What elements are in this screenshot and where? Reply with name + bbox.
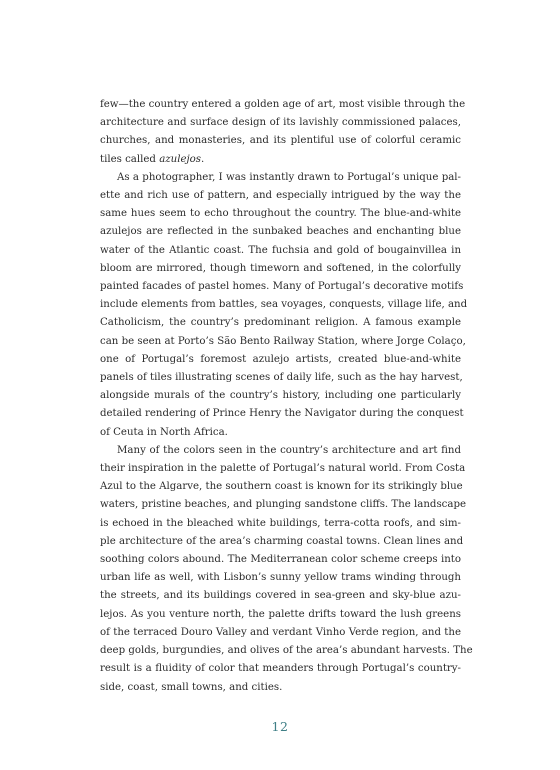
text-line: painted facades of pastel homes. Many of Portugal’s decorative motifs [100,281,464,293]
text-line: azulejos are reflected in the sunbaked beaches and enchanting blue [100,226,461,238]
text-line: few—the country entered a golden age of art, most visible through the [100,99,466,110]
text-line: can be seen at Porto’s São Bento Railway Station, where Jorge Colaço, [100,335,466,347]
text-line: soothing colors abound. The Mediterranean color scheme creeps into [100,554,461,566]
text-line: urban life as well, with Lisbon’s sunny yellow trams winding through [100,572,461,584]
text-line: side, coast, small towns, and cities. [100,681,283,693]
text-fragment: tiles called azulejos. [100,153,205,165]
text-line: Azul to the Algarve, the southern coast is known for its strikingly blue [100,481,463,493]
text-line: As a photographer, I was instantly drawn to Portugal’s unique pal- [117,171,461,183]
text-line: alongside murals of the country’s history, including one particularly [100,390,461,402]
page-number: 12 [271,719,289,734]
text-line: their inspiration in the palette of Portugal’s natural world. From Costa [100,463,466,475]
text-line: water of the Atlantic coast. The fuchsia and gold of bougainvillea in [100,244,461,256]
text-line: of Ceuta in North Africa. [100,426,228,438]
text-line: architecture and surface design of its lavishly commissioned palaces, [100,117,461,129]
paragraph [100,96,466,169]
text-line: deep golds, burgundies, and olives of the area’s abundant harvests. The [100,645,473,657]
text-line: ple architecture of the area’s charming coastal towns. Clean lines and [100,535,464,547]
text-line: panels of tiles illustrating scenes of daily life, such as the hay harvest, [100,372,463,384]
text-line: Catholicism, the country’s predominant religion. A famous example [100,317,461,329]
text-line: of the terraced Douro Valley and verdant Vinho Verde region, and the [100,626,461,638]
text-line [100,151,461,169]
text-line: same hues seem to echo throughout the country. The blue-and-white [100,208,461,220]
text-line: Many of the colors seen in the country’s architecture and art find [117,444,461,456]
text-line: ette and rich use of pattern, and especially intrigued by the way the [100,190,461,202]
text-line: is echoed in the bleached white buildings, terra-cotta roofs, and sim- [100,517,461,529]
body-text [100,96,473,697]
text-line: bloom are mirrored, though timeworn and softened, in the colorfully [100,262,461,274]
paragraph [100,442,473,697]
text-line: lejos. As you venture north, the palette drifts toward the lush greens [100,608,461,620]
paragraph [100,169,468,442]
text-line: waters, pristine beaches, and plunging sandstone cliffs. The landscape [100,499,466,511]
text-line: churches, and monasteries, and its plentiful use of colorful ceramic [100,135,461,147]
text-line: include elements from battles, sea voyages, conquests, village life, and [100,299,468,311]
text-line: result is a fluidity of color that meanders through Portugal’s country- [100,663,461,675]
text-line: the streets, and its buildings covered in sea-green and sky-blue azu- [100,590,461,602]
text-line: one of Portugal’s foremost azulejo artists, created blue-and-white [100,353,461,365]
text-line: detailed rendering of Prince Henry the Navigator during the conquest [100,408,464,420]
italic-term: azulejos [159,153,202,165]
